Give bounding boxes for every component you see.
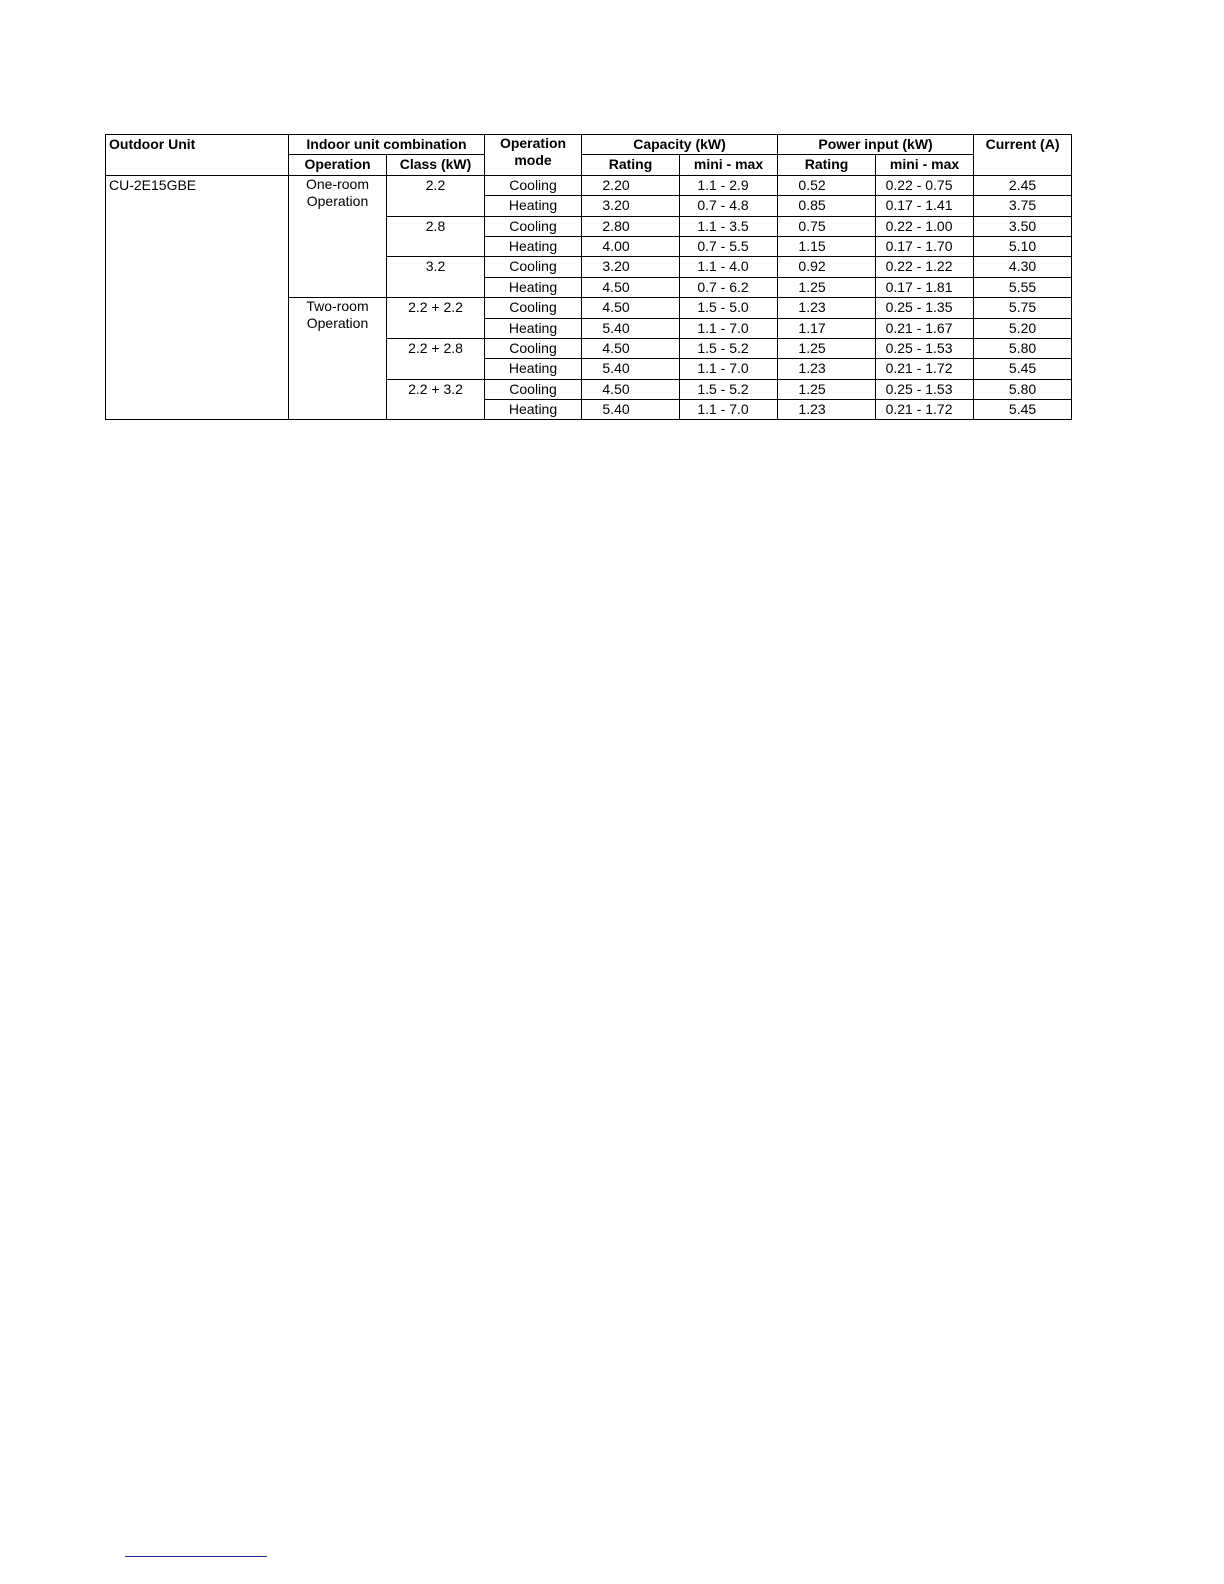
capacity-rating-cell: 4.00 [582, 236, 680, 256]
current-cell: 5.75 [974, 298, 1072, 318]
capacity-range-cell: 1.1 - 2.9 [680, 175, 778, 195]
power-range-cell: 0.25 - 1.53 [876, 338, 974, 358]
capacity-range-cell: 1.1 - 7.0 [680, 359, 778, 379]
power-rating-cell: 1.25 [778, 379, 876, 399]
header-power-input: Power input (kW) [778, 135, 974, 155]
capacity-range-cell: 1.1 - 3.5 [680, 216, 778, 236]
current-cell: 5.45 [974, 400, 1072, 420]
spec-table-body [106, 175, 1072, 420]
mode-cell: Cooling [485, 216, 582, 236]
operation-cell: Two-room Operation [289, 298, 387, 420]
capacity-range-cell: 1.1 - 7.0 [680, 318, 778, 338]
capacity-range-cell: 1.1 - 4.0 [680, 257, 778, 277]
header-capacity: Capacity (kW) [582, 135, 778, 155]
power-rating-cell: 0.75 [778, 216, 876, 236]
spec-table [105, 134, 1072, 420]
capacity-rating-cell: 5.40 [582, 318, 680, 338]
current-cell: 5.80 [974, 338, 1072, 358]
capacity-range-cell: 1.1 - 7.0 [680, 400, 778, 420]
capacity-rating-cell: 2.80 [582, 216, 680, 236]
power-range-cell: 0.25 - 1.53 [876, 379, 974, 399]
power-range-cell: 0.17 - 1.81 [876, 277, 974, 297]
header-class: Class (kW) [387, 155, 485, 175]
power-range-cell: 0.22 - 1.00 [876, 216, 974, 236]
mode-cell: Cooling [485, 175, 582, 195]
mode-cell: Heating [485, 196, 582, 216]
power-range-cell: 0.25 - 1.35 [876, 298, 974, 318]
power-range-cell: 0.17 - 1.41 [876, 196, 974, 216]
class-cell: 2.2 + 3.2 [387, 379, 485, 420]
class-cell: 2.2 [387, 175, 485, 216]
mode-cell: Cooling [485, 338, 582, 358]
class-cell: 2.2 + 2.2 [387, 298, 485, 339]
footnote-divider [125, 1556, 267, 1557]
mode-cell: Cooling [485, 379, 582, 399]
header-power-rating: Rating [778, 155, 876, 175]
capacity-rating-cell: 2.20 [582, 175, 680, 195]
mode-cell: Heating [485, 318, 582, 338]
header-operation: Operation [289, 155, 387, 175]
power-rating-cell: 1.25 [778, 338, 876, 358]
current-cell: 2.45 [974, 175, 1072, 195]
capacity-rating-cell: 4.50 [582, 379, 680, 399]
header-capacity-range: mini - max [680, 155, 778, 175]
current-cell: 3.75 [974, 196, 1072, 216]
power-rating-cell: 1.23 [778, 298, 876, 318]
mode-cell: Cooling [485, 257, 582, 277]
header-row-1 [106, 135, 1072, 155]
capacity-range-cell: 1.5 - 5.0 [680, 298, 778, 318]
capacity-rating-cell: 5.40 [582, 359, 680, 379]
capacity-rating-cell: 3.20 [582, 196, 680, 216]
capacity-range-cell: 0.7 - 5.5 [680, 236, 778, 256]
mode-cell: Heating [485, 400, 582, 420]
power-range-cell: 0.17 - 1.70 [876, 236, 974, 256]
header-outdoor-unit: Outdoor Unit [106, 135, 289, 176]
power-rating-cell: 1.25 [778, 277, 876, 297]
header-power-range: mini - max [876, 155, 974, 175]
capacity-rating-cell: 4.50 [582, 277, 680, 297]
capacity-rating-cell: 4.50 [582, 338, 680, 358]
table-row [106, 175, 1072, 195]
outdoor-unit-cell: CU-2E15GBE [106, 175, 289, 420]
power-range-cell: 0.21 - 1.72 [876, 359, 974, 379]
power-range-cell: 0.21 - 1.67 [876, 318, 974, 338]
capacity-range-cell: 1.5 - 5.2 [680, 379, 778, 399]
power-range-cell: 0.22 - 1.22 [876, 257, 974, 277]
current-cell: 5.55 [974, 277, 1072, 297]
operation-cell: One-room Operation [289, 175, 387, 297]
header-current: Current (A) [974, 135, 1072, 176]
current-cell: 4.30 [974, 257, 1072, 277]
current-cell: 5.80 [974, 379, 1072, 399]
class-cell: 2.8 [387, 216, 485, 257]
mode-cell: Heating [485, 277, 582, 297]
capacity-range-cell: 0.7 - 6.2 [680, 277, 778, 297]
power-range-cell: 0.21 - 1.72 [876, 400, 974, 420]
header-capacity-rating: Rating [582, 155, 680, 175]
mode-cell: Cooling [485, 298, 582, 318]
mode-cell: Heating [485, 359, 582, 379]
header-indoor-combination: Indoor unit combination [289, 135, 485, 155]
class-cell: 2.2 + 2.8 [387, 338, 485, 379]
capacity-range-cell: 1.5 - 5.2 [680, 338, 778, 358]
power-rating-cell: 0.85 [778, 196, 876, 216]
power-rating-cell: 1.15 [778, 236, 876, 256]
power-rating-cell: 1.23 [778, 400, 876, 420]
current-cell: 3.50 [974, 216, 1072, 236]
current-cell: 5.10 [974, 236, 1072, 256]
current-cell: 5.20 [974, 318, 1072, 338]
header-operation-mode: Operation mode [485, 135, 582, 176]
mode-cell: Heating [485, 236, 582, 256]
power-rating-cell: 0.92 [778, 257, 876, 277]
capacity-rating-cell: 3.20 [582, 257, 680, 277]
capacity-rating-cell: 5.40 [582, 400, 680, 420]
capacity-range-cell: 0.7 - 4.8 [680, 196, 778, 216]
power-rating-cell: 1.17 [778, 318, 876, 338]
power-rating-cell: 0.52 [778, 175, 876, 195]
capacity-rating-cell: 4.50 [582, 298, 680, 318]
power-rating-cell: 1.23 [778, 359, 876, 379]
class-cell: 3.2 [387, 257, 485, 298]
current-cell: 5.45 [974, 359, 1072, 379]
power-range-cell: 0.22 - 0.75 [876, 175, 974, 195]
